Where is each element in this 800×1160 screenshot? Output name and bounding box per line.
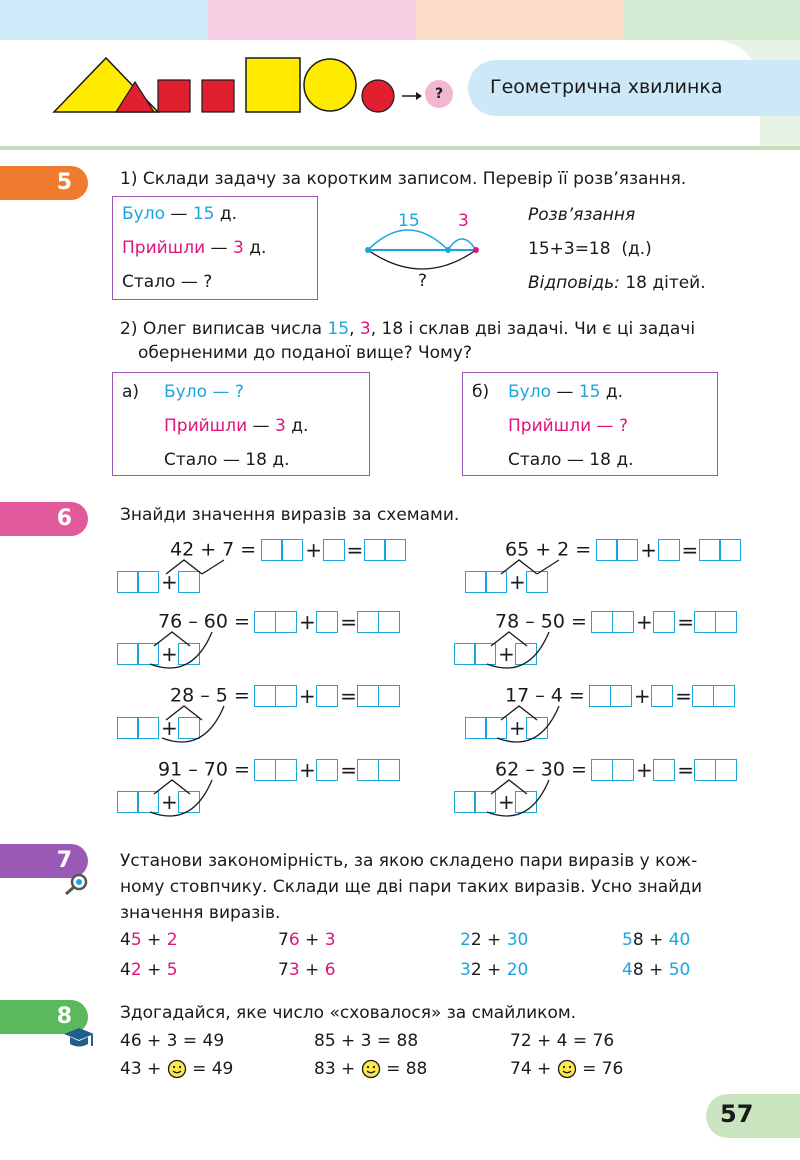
scheme-connector bbox=[455, 630, 575, 670]
answer-label: Відповідь: bbox=[528, 273, 620, 293]
answer-box[interactable] bbox=[658, 539, 680, 561]
ones-digit: 2 bbox=[470, 930, 482, 950]
task5-part1-text: 1) Склади задачу за коротким записом. Перевір її розв’язання. bbox=[120, 169, 687, 189]
record-value: 18 bbox=[245, 450, 267, 470]
solution-equation: 15+3=18 (д.) bbox=[528, 239, 652, 259]
sign: = bbox=[340, 684, 357, 708]
answer-box[interactable] bbox=[275, 759, 297, 781]
answer-box[interactable] bbox=[254, 611, 276, 633]
answer-box[interactable] bbox=[275, 611, 297, 633]
task-a-line-1 bbox=[164, 382, 244, 402]
record-value: 15 bbox=[192, 204, 215, 224]
answer-box[interactable] bbox=[316, 611, 338, 633]
expression-pair bbox=[460, 960, 528, 980]
sign: = bbox=[675, 684, 692, 708]
record-value: ? bbox=[203, 272, 213, 292]
addend: 2 bbox=[166, 930, 178, 950]
scheme-connector bbox=[466, 704, 586, 744]
sign: + bbox=[640, 538, 658, 562]
answer-box[interactable] bbox=[275, 685, 297, 707]
plus-sign: + bbox=[643, 960, 669, 980]
short-record-line-1 bbox=[122, 204, 237, 224]
sign: + bbox=[509, 570, 526, 594]
answer-box[interactable] bbox=[357, 611, 379, 633]
task-number-label: 7 bbox=[56, 848, 72, 873]
ones-digit: 6 bbox=[288, 930, 300, 950]
answer-box[interactable] bbox=[281, 539, 303, 561]
answer-text: 18 дітей. bbox=[625, 273, 706, 293]
record-value: 3 bbox=[232, 238, 244, 258]
equation-start: 43 + bbox=[120, 1059, 167, 1079]
arc-3 bbox=[448, 239, 476, 250]
task5-part2-line1: 2) Олег виписав числа 15, 3, 18 і склав дві задачі. Чи є ці задачі bbox=[120, 319, 696, 339]
record-label: Стало bbox=[164, 450, 218, 470]
sign: + bbox=[298, 610, 316, 634]
answer-box[interactable] bbox=[357, 759, 379, 781]
record-label: Стало bbox=[122, 272, 176, 292]
sign: + bbox=[298, 758, 316, 782]
expression-text: 65 + 2 = bbox=[505, 538, 592, 561]
header-divider bbox=[0, 146, 800, 150]
answer-box[interactable] bbox=[616, 539, 638, 561]
sign: + bbox=[161, 642, 178, 666]
sign: + bbox=[305, 538, 323, 562]
record-label: Прийшли bbox=[164, 416, 248, 436]
expression-pair bbox=[622, 960, 690, 980]
plus-sign: + bbox=[643, 930, 669, 950]
record-unit: д. bbox=[291, 416, 309, 436]
record-dash: — bbox=[222, 450, 240, 470]
smiley-icon bbox=[167, 1059, 187, 1079]
record-dash: — bbox=[170, 204, 188, 224]
scheme-connector bbox=[118, 704, 238, 744]
expression-pair bbox=[622, 930, 690, 950]
answer-box[interactable] bbox=[589, 685, 611, 707]
diagram-label-15: 15 bbox=[398, 211, 420, 231]
sign: + bbox=[635, 610, 653, 634]
answer-box[interactable] bbox=[651, 685, 673, 707]
answer-box[interactable] bbox=[378, 611, 400, 633]
expression-text: 17 – 4 = bbox=[505, 684, 585, 707]
equation-end: = 49 bbox=[186, 1059, 234, 1079]
answer-box[interactable] bbox=[713, 685, 735, 707]
task-a-line-2 bbox=[164, 416, 308, 436]
magnifier-icon bbox=[62, 872, 90, 896]
scheme-connector bbox=[466, 558, 586, 598]
scheme-connector bbox=[455, 778, 575, 818]
answer-box[interactable] bbox=[719, 539, 741, 561]
ones-digit: 3 bbox=[288, 960, 300, 980]
short-record-line-3 bbox=[122, 272, 212, 292]
task-b-line-1 bbox=[508, 382, 623, 402]
record-label: Прийшли bbox=[508, 416, 592, 436]
record-label: Було bbox=[508, 382, 551, 402]
solution-title: Розв’язання bbox=[528, 205, 636, 225]
record-unit: д. bbox=[272, 450, 290, 470]
task8-row1-item1: 46 + 3 = 49 bbox=[120, 1031, 225, 1051]
header-strip-7 bbox=[624, 0, 800, 40]
geometric-shapes-sequence bbox=[52, 56, 422, 116]
red-square-2 bbox=[202, 80, 234, 112]
answer-box[interactable] bbox=[715, 611, 737, 633]
tens-digit: 4 bbox=[120, 960, 131, 980]
answer-box[interactable] bbox=[591, 611, 613, 633]
sign: = bbox=[677, 610, 694, 634]
record-dash: — bbox=[252, 416, 270, 436]
header-strip-5 bbox=[208, 0, 416, 40]
answer-box[interactable] bbox=[692, 685, 714, 707]
scheme-connector bbox=[118, 778, 238, 818]
answer-box[interactable] bbox=[612, 611, 634, 633]
plus-sign: + bbox=[299, 930, 325, 950]
plus-sign: + bbox=[141, 960, 167, 980]
addend: 20 bbox=[506, 960, 529, 980]
sign: + bbox=[633, 684, 651, 708]
yellow-circle bbox=[304, 59, 356, 111]
scheme-connector bbox=[118, 558, 238, 598]
addend: 40 bbox=[668, 930, 691, 950]
tens-digit: 7 bbox=[278, 930, 289, 950]
ones-digit: 2 bbox=[130, 960, 142, 980]
task5-part2-line2: оберненими до поданої вище? Чому? bbox=[138, 343, 472, 363]
plus-sign: + bbox=[141, 930, 167, 950]
sign: = bbox=[340, 610, 357, 634]
arc-total bbox=[368, 250, 476, 269]
expression-text: 76 – 60 = bbox=[158, 610, 250, 633]
sign: = bbox=[677, 758, 694, 782]
answer-box[interactable] bbox=[261, 539, 283, 561]
ones-digit: 5 bbox=[130, 930, 142, 950]
answer-box[interactable] bbox=[612, 759, 634, 781]
answer-box[interactable] bbox=[694, 759, 716, 781]
task-number-label: 5 bbox=[56, 170, 72, 195]
answer-box[interactable] bbox=[364, 539, 386, 561]
answer-box[interactable] bbox=[316, 685, 338, 707]
expression-pair bbox=[460, 930, 528, 950]
task-number-label: 8 bbox=[56, 1004, 72, 1029]
header-strip-4 bbox=[0, 0, 208, 40]
record-value: 3 bbox=[274, 416, 286, 436]
plus-sign: + bbox=[481, 930, 507, 950]
addend: 3 bbox=[324, 930, 336, 950]
tens-digit: 4 bbox=[622, 960, 633, 980]
expression-pair bbox=[278, 930, 336, 950]
answer-box[interactable] bbox=[596, 539, 618, 561]
task-number-6 bbox=[0, 502, 88, 536]
record-label: Було bbox=[164, 382, 207, 402]
smiley-icon bbox=[557, 1059, 577, 1079]
sign: + bbox=[498, 642, 515, 666]
page-number-tab bbox=[706, 1094, 800, 1138]
diagram-label-3: 3 bbox=[458, 211, 469, 231]
task7-line2: ному стовпчику. Склади ще дві пари таких виразів. Усно знайди bbox=[120, 877, 703, 897]
tens-digit: 3 bbox=[460, 960, 471, 980]
smiley-equation bbox=[120, 1056, 233, 1082]
sign: + bbox=[161, 716, 178, 740]
sign: + bbox=[298, 684, 316, 708]
tens-digit: 4 bbox=[120, 930, 131, 950]
answer-box[interactable] bbox=[384, 539, 406, 561]
addend: 5 bbox=[166, 960, 178, 980]
record-dash: — bbox=[210, 238, 228, 258]
sign: + bbox=[635, 758, 653, 782]
point-start bbox=[365, 247, 371, 253]
addend: 6 bbox=[324, 960, 336, 980]
task-a-marker: а) bbox=[122, 382, 140, 402]
sign: + bbox=[498, 790, 515, 814]
record-dash: — bbox=[566, 450, 584, 470]
equation-start: 74 + bbox=[510, 1059, 557, 1079]
expression-pair bbox=[120, 930, 178, 950]
sign: = bbox=[346, 538, 364, 562]
record-value: ? bbox=[618, 416, 628, 436]
task-number-label: 6 bbox=[56, 506, 72, 531]
header-strip-6 bbox=[416, 0, 624, 40]
sign: = bbox=[681, 538, 699, 562]
record-dash: — bbox=[180, 272, 198, 292]
point-middle bbox=[445, 247, 451, 253]
task7-line3: значення виразів. bbox=[120, 903, 281, 923]
record-unit: д. bbox=[249, 238, 267, 258]
answer-box[interactable] bbox=[591, 759, 613, 781]
equation-end: = 76 bbox=[576, 1059, 624, 1079]
answer-box[interactable] bbox=[653, 611, 675, 633]
point-end bbox=[473, 247, 479, 253]
expression-pair bbox=[278, 960, 336, 980]
red-square-1 bbox=[158, 80, 190, 112]
addend: 50 bbox=[668, 960, 691, 980]
answer-box[interactable] bbox=[610, 685, 632, 707]
expression-pair bbox=[120, 960, 178, 980]
task7-line1: Установи закономірність, за якою складено пари виразів у кож- bbox=[120, 851, 698, 871]
addend: 30 bbox=[506, 930, 529, 950]
expression-text: 91 – 70 = bbox=[158, 758, 250, 781]
answer-box[interactable] bbox=[323, 539, 345, 561]
task-b-line-2 bbox=[508, 416, 628, 436]
record-dash: — bbox=[556, 382, 574, 402]
graduation-cap-icon bbox=[62, 1026, 96, 1052]
tens-digit: 7 bbox=[278, 960, 289, 980]
expression-text: 62 – 30 = bbox=[495, 758, 587, 781]
task8-instruction: Здогадайся, яке число «сховалося» за смайликом. bbox=[120, 1003, 577, 1023]
tens-digit: 5 bbox=[622, 930, 633, 950]
answer-box[interactable] bbox=[715, 759, 737, 781]
question-circle: ? bbox=[425, 80, 453, 108]
diagram-label-question: ? bbox=[418, 271, 428, 291]
ones-digit: 2 bbox=[470, 960, 482, 980]
task8-row1-item3: 72 + 4 = 76 bbox=[510, 1031, 615, 1051]
tens-digit: 2 bbox=[460, 930, 471, 950]
answer-box[interactable] bbox=[316, 759, 338, 781]
record-value: 18 bbox=[589, 450, 611, 470]
smiley-equation bbox=[510, 1056, 623, 1082]
equation-start: 83 + bbox=[314, 1059, 361, 1079]
section-title: Геометрична хвилинка bbox=[490, 76, 723, 98]
section-title-tab bbox=[468, 60, 800, 116]
sign: + bbox=[509, 716, 526, 740]
answer-box[interactable] bbox=[694, 611, 716, 633]
scheme-connector bbox=[118, 630, 238, 670]
answer-box[interactable] bbox=[254, 759, 276, 781]
yellow-square bbox=[246, 58, 300, 112]
expression-text: 78 – 50 = bbox=[495, 610, 587, 633]
task-number-5 bbox=[0, 166, 88, 200]
ones-digit: 8 bbox=[632, 930, 644, 950]
equation-end: = 88 bbox=[380, 1059, 428, 1079]
red-circle bbox=[362, 80, 394, 112]
record-dash: — bbox=[596, 416, 614, 436]
answer-box[interactable] bbox=[378, 685, 400, 707]
task8-row1-item2: 85 + 3 = 88 bbox=[314, 1031, 419, 1051]
smiley-icon bbox=[361, 1059, 381, 1079]
record-unit: д. bbox=[219, 204, 238, 224]
record-label: Прийшли bbox=[122, 238, 206, 258]
task-a-line-3 bbox=[164, 450, 290, 470]
answer-box[interactable] bbox=[378, 759, 400, 781]
answer-box[interactable] bbox=[254, 685, 276, 707]
record-unit: д. bbox=[605, 382, 624, 402]
solution-answer bbox=[528, 270, 706, 296]
short-record-line-2 bbox=[122, 238, 266, 258]
ones-digit: 8 bbox=[632, 960, 644, 980]
record-value: 15 bbox=[578, 382, 601, 402]
plus-sign: + bbox=[299, 960, 325, 980]
record-value: ? bbox=[234, 382, 244, 402]
smiley-equation bbox=[314, 1056, 427, 1082]
arrow-head bbox=[416, 92, 422, 100]
answer-box[interactable] bbox=[699, 539, 721, 561]
page-number: 57 bbox=[720, 1100, 754, 1128]
answer-box[interactable] bbox=[653, 759, 675, 781]
expression-text: 28 – 5 = bbox=[170, 684, 250, 707]
task-b-marker: б) bbox=[472, 382, 490, 402]
expression-text: 42 + 7 = bbox=[170, 538, 257, 561]
sign: + bbox=[161, 790, 178, 814]
record-label: Було bbox=[122, 204, 165, 224]
task-b-line-3 bbox=[508, 450, 634, 470]
plus-sign: + bbox=[481, 960, 507, 980]
record-dash: — bbox=[212, 382, 230, 402]
sign: + bbox=[161, 570, 178, 594]
answer-box[interactable] bbox=[357, 685, 379, 707]
record-unit: д. bbox=[616, 450, 634, 470]
task6-instruction: Знайди значення виразів за схемами. bbox=[120, 505, 460, 525]
record-label: Стало bbox=[508, 450, 562, 470]
sign: = bbox=[340, 758, 357, 782]
